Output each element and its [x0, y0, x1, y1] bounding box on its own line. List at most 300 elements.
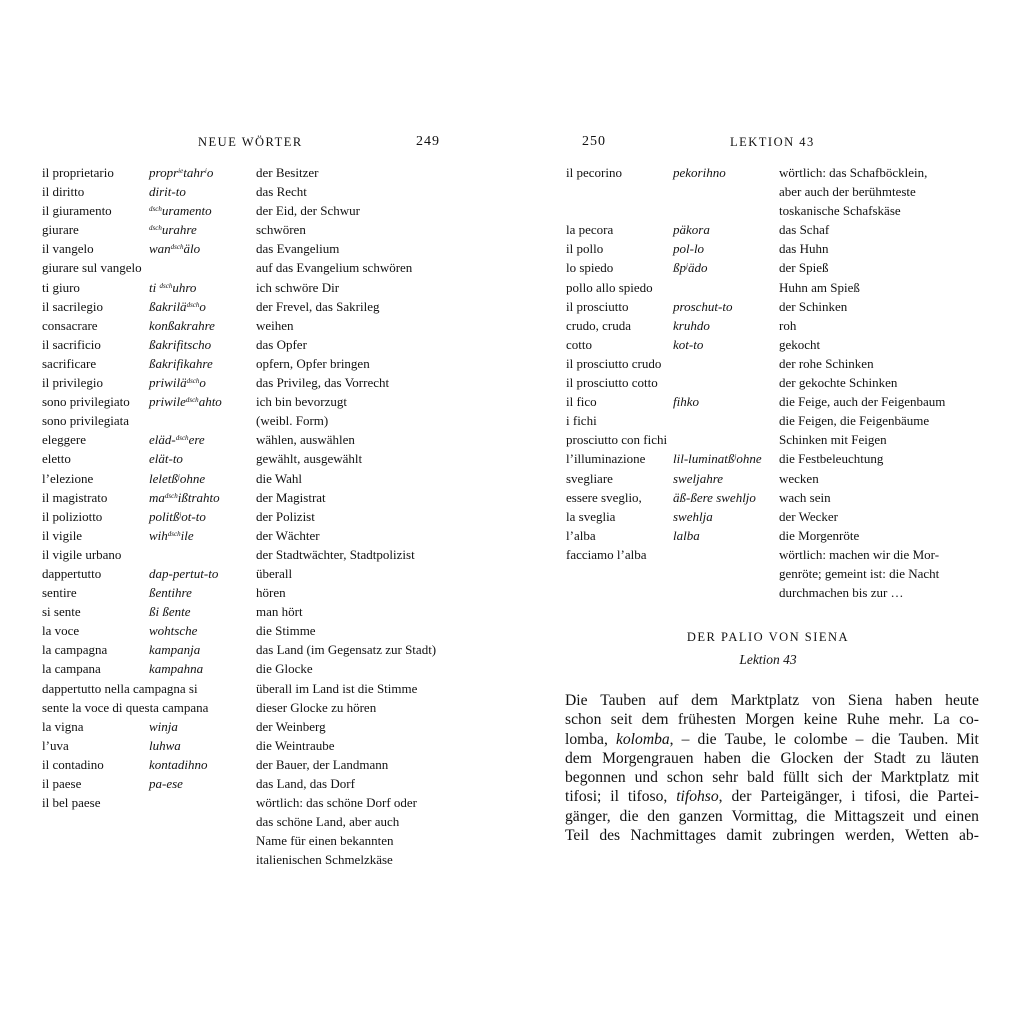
pronunciation-part: dsch: [164, 491, 178, 500]
pronunciation-part: o: [206, 165, 214, 180]
body-word: Wetten: [904, 827, 949, 845]
body-word: haben: [895, 692, 933, 709]
italian-term: dappertutto nella campagna si: [42, 680, 198, 696]
german-translation: das Privileg, das Vorrecht: [256, 375, 390, 391]
vocab-entry: [42, 430, 482, 449]
pronunciation-part: ile: [180, 527, 194, 543]
italian-term: la sveglia: [566, 508, 616, 524]
german-translation: toskanische Schafskäse: [779, 203, 901, 219]
body-word: und: [913, 807, 937, 825]
pronunciation-part: dsch: [170, 243, 184, 252]
german-translation: gekocht: [779, 336, 821, 352]
body-word: i: [851, 788, 856, 806]
body-word: tifoso,: [627, 788, 668, 806]
italian-term: l’uva: [42, 737, 69, 753]
pronunciation-part: ot-to: [181, 508, 206, 524]
german-translation: wählen, auswählen: [256, 432, 355, 448]
body-word: die: [909, 788, 929, 806]
german-translation: der Besitzer: [256, 165, 319, 180]
pronunciation-part: tahr: [183, 165, 205, 180]
vocab-entry: [42, 831, 482, 850]
pronunciation: [673, 220, 710, 239]
pronunciation-part: kontadihno: [149, 756, 208, 772]
pronunciation-part: luhwa: [149, 737, 181, 753]
body-word: Vormittag,: [731, 807, 798, 825]
vocab-entry: [566, 163, 1006, 182]
pronunciation: [149, 736, 181, 755]
pronunciation-part: päkora: [673, 222, 710, 238]
italian-term: sono privilegiata: [42, 413, 130, 429]
vocab-entry: [42, 239, 482, 258]
pronunciation-part: ßentihre: [149, 585, 192, 601]
body-word: zu: [915, 749, 931, 767]
vocab-entry: [42, 354, 482, 373]
pronunciation-part: winja: [149, 718, 178, 734]
pronunciation-part: priwile: [149, 394, 186, 410]
body-word: Taube,: [724, 730, 767, 748]
body-line: [565, 710, 979, 729]
vocab-entry: [566, 411, 1006, 430]
body-word: schon: [666, 769, 704, 787]
pronunciation: [149, 278, 196, 297]
body-line: [565, 768, 979, 787]
german-translation: die Festbeleuchtung: [779, 451, 884, 467]
body-word: gänger,: [565, 807, 611, 825]
vocab-entry: [42, 793, 482, 812]
pronunciation-part: o: [199, 375, 206, 391]
body-word: heute: [945, 692, 979, 709]
vocabulary-list-left: [42, 163, 482, 869]
body-word: begonnen: [565, 769, 626, 787]
italian-term: giurare sul vangelo: [42, 260, 142, 276]
german-translation: schwören: [256, 222, 306, 238]
german-translation: der Frevel, das Sakrileg: [256, 298, 380, 314]
body-word: seit: [610, 711, 633, 729]
pronunciation-part: dsch: [149, 205, 162, 214]
vocab-entry: [566, 526, 1006, 545]
pronunciation-part: ma: [149, 489, 165, 505]
body-word: die: [871, 730, 891, 748]
body-word: sehr: [712, 769, 739, 787]
body-word: dem: [641, 711, 669, 729]
pronunciation-part: elät-to: [149, 451, 183, 467]
body-word: Tauben: [600, 692, 646, 709]
pronunciation-part: wan: [149, 241, 171, 257]
body-word: tifosi,: [864, 788, 901, 806]
italian-term: crudo, cruda: [566, 317, 631, 333]
vocab-entry: [42, 679, 482, 698]
pronunciation: [149, 717, 178, 736]
italian-term: dappertutto: [42, 565, 102, 581]
vocab-entry: [566, 469, 1006, 488]
german-translation: der Polizist: [256, 508, 315, 524]
pronunciation-part: wih: [149, 527, 168, 543]
german-translation: das Schaf: [779, 222, 830, 238]
vocab-entry: [42, 469, 482, 488]
vocab-entry: [42, 526, 482, 545]
body-word: colombe: [793, 730, 848, 748]
german-translation: genröte; gemeint ist: die Nacht: [779, 565, 940, 581]
pronunciation: [673, 163, 726, 182]
pronunciation-part: ie: [178, 167, 184, 175]
italian-term: facciamo l’alba: [566, 546, 647, 562]
italian-term: il proprietario: [42, 165, 114, 180]
body-word: werden,: [844, 827, 895, 845]
pronunciation-part: kampanja: [149, 642, 201, 658]
pronunciation: [673, 335, 703, 354]
pronunciation: [149, 335, 211, 354]
italian-term: cotto: [566, 336, 592, 352]
german-translation: das Recht: [256, 184, 307, 200]
italian-term: il vangelo: [42, 241, 94, 257]
pronunciation-part: ßi ßente: [149, 604, 191, 620]
running-head-left: NEUE WÖRTER: [198, 135, 303, 149]
pronunciation: [149, 774, 183, 793]
italian-term: lo spiedo: [566, 260, 614, 276]
pronunciation-part: dsch: [186, 300, 200, 309]
body-word: Nachmittages: [630, 827, 717, 845]
italian-term: ti giuro: [42, 279, 80, 295]
body-word: der: [851, 769, 872, 787]
italian-term: sente la voce di questa campana: [42, 699, 209, 715]
pronunciation-part: uhro: [172, 279, 197, 295]
italian-term: svegliare: [566, 470, 613, 486]
vocab-entry: [566, 564, 1006, 583]
body-word: zubringen: [772, 827, 835, 845]
italian-term: il vigile: [42, 527, 83, 543]
body-word: den: [647, 807, 670, 825]
pronunciation-part: j: [734, 453, 737, 462]
italian-term: il poliziotto: [42, 508, 103, 524]
vocab-entry: [42, 411, 482, 430]
vocab-entry: [566, 278, 1006, 297]
body-word: von: [811, 692, 836, 709]
body-line: [565, 807, 979, 826]
body-word: Ruhe: [846, 711, 880, 729]
pronunciation-part: dsch: [185, 396, 199, 405]
body-word: der: [843, 749, 864, 767]
german-translation: gewählt, ausgewählt: [256, 451, 363, 467]
german-translation: der Schinken: [779, 298, 848, 314]
vocab-entry: [42, 297, 482, 316]
german-translation: der Stadtwächter, Stadtpolizist: [256, 546, 415, 562]
pronunciation: [149, 469, 205, 488]
pronunciation: [149, 507, 206, 526]
german-translation: die Weintraube: [256, 737, 335, 753]
italian-term: sentire: [42, 585, 77, 601]
italian-term: il magistrato: [42, 489, 108, 505]
body-word: Die: [565, 692, 588, 709]
vocab-entry: [42, 698, 482, 717]
pronunciation-part: dirit-to: [149, 184, 186, 200]
italian-term: la campagna: [42, 642, 108, 658]
italian-term: la campana: [42, 661, 101, 677]
pronunciation: [149, 526, 194, 545]
section-subtitle: Lektion 43: [739, 652, 797, 667]
pronunciation-part: dsch: [186, 377, 200, 386]
body-word: Morgen: [745, 711, 795, 729]
body-word: Partei-: [937, 788, 979, 806]
german-translation: die Wahl: [256, 470, 303, 486]
pronunciation-part: kruhdo: [673, 317, 710, 333]
italian-term: il prosciutto: [566, 298, 629, 314]
italian-term: i fichi: [566, 413, 597, 429]
pronunciation-part: dsch: [175, 434, 189, 443]
pronunciation-part: dsch: [159, 281, 173, 290]
pronunciation-part: ißtrahto: [177, 489, 220, 505]
italian-term: pollo allo spiedo: [566, 279, 653, 295]
body-word: Parteigänger,: [760, 788, 843, 806]
body-line: [565, 826, 979, 845]
pronunciation-part: lalba: [673, 527, 700, 543]
pronunciation-part: ere: [188, 432, 205, 448]
pronunciation: [149, 755, 208, 774]
vocab-entry: [566, 373, 1006, 392]
pronunciation-part: propr: [149, 165, 179, 180]
pronunciation: [149, 640, 200, 659]
italian-term: il pollo: [566, 241, 604, 257]
vocab-entry: [42, 392, 482, 411]
german-translation: man hört: [256, 604, 303, 620]
body-word: der: [731, 788, 752, 806]
german-translation: der rohe Schinken: [779, 355, 874, 371]
page-number-left: 249: [416, 134, 440, 149]
vocab-entry: [42, 602, 482, 621]
german-translation: Schinken mit Feigen: [779, 432, 887, 448]
pronunciation: [149, 621, 197, 640]
pronunciation-part: dsch: [149, 224, 162, 233]
pronunciation: [673, 449, 762, 468]
italian-term: prosciutto con fichi: [566, 432, 668, 448]
pronunciation-part: älo: [183, 241, 201, 257]
german-translation: (weibl. Form): [256, 413, 329, 429]
italian-term: l’elezione: [42, 470, 94, 486]
italic-group: [676, 787, 722, 806]
german-translation: das Huhn: [779, 241, 829, 257]
vocab-entry: [566, 449, 1006, 468]
body-word: frühesten: [677, 711, 736, 729]
pronunciation-part: ti: [149, 279, 160, 295]
body-word: co-: [959, 711, 979, 729]
german-translation: der Magistrat: [256, 489, 326, 505]
german-translation: überall: [256, 565, 293, 581]
vocab-entry: [42, 717, 482, 736]
vocab-entry: [42, 316, 482, 335]
german-translation: dieser Glocke zu hören: [256, 699, 377, 715]
german-translation: der Bauer, der Landmann: [256, 756, 389, 772]
pronunciation-part: kot-to: [673, 336, 704, 352]
german-translation: der Wächter: [256, 527, 320, 543]
body-word: die: [697, 730, 717, 748]
body-line: [565, 691, 979, 710]
vocab-entry: [566, 316, 1006, 335]
german-translation: opfern, Opfer bringen: [256, 355, 370, 371]
body-word: einen: [945, 807, 979, 825]
german-translation: ich schwöre Dir: [256, 279, 340, 295]
german-translation: das Land, das Dorf: [256, 776, 355, 791]
section-title: DER PALIO VON SIENA: [686, 630, 850, 644]
vocab-entry: [566, 220, 1006, 239]
lesson-body-text: [565, 691, 979, 845]
pronunciation: [149, 201, 212, 220]
german-translation: Name für einen bekannten: [256, 833, 394, 849]
body-word: ,: [669, 730, 674, 748]
pronunciation-part: urahre: [161, 222, 197, 238]
body-word: Marktplatz: [880, 769, 950, 787]
body-word: Siena: [847, 692, 883, 709]
german-translation: wörtlich: das schöne Dorf oder: [256, 795, 418, 811]
pronunciation-part: eläd-: [149, 432, 176, 448]
german-translation: das Opfer: [256, 336, 307, 352]
body-word: Marktplatz: [730, 692, 800, 709]
vocab-entry: [42, 812, 482, 831]
german-translation: der Wecker: [779, 508, 838, 524]
vocab-entry: [566, 488, 1006, 507]
vocab-entry: [42, 621, 482, 640]
italian-term: consacrare: [42, 317, 98, 333]
body-word: La: [933, 711, 950, 729]
pronunciation-part: ohne: [736, 451, 762, 467]
german-translation: Huhn am Spieß: [779, 279, 860, 295]
pronunciation: [149, 354, 213, 373]
body-word: le: [774, 730, 786, 748]
german-translation: die Morgenröte: [779, 527, 860, 543]
page-number-right: 250: [582, 134, 606, 149]
italic-group: [616, 730, 674, 749]
pronunciation-part: lil-luminatß: [673, 451, 735, 467]
body-word: die: [806, 807, 826, 825]
vocab-entry: [566, 507, 1006, 526]
vocab-entry: [42, 564, 482, 583]
pronunciation: [673, 526, 700, 545]
german-translation: weihen: [256, 317, 294, 333]
italian-term: il pecorino: [566, 165, 622, 180]
italian-term: il diritto: [42, 184, 85, 200]
italian-term: il fico: [566, 394, 597, 410]
pronunciation: [149, 392, 222, 411]
german-translation: wach sein: [779, 489, 831, 505]
german-translation: der gekochte Schinken: [779, 375, 898, 391]
pronunciation-part: ahto: [198, 394, 222, 410]
vocab-entry: [42, 850, 482, 869]
pronunciation: [149, 602, 191, 621]
german-translation: der Spieß: [779, 260, 829, 276]
pronunciation-part: pekorihno: [673, 165, 726, 180]
german-translation: wecken: [779, 470, 819, 486]
body-word: Stadt: [873, 749, 906, 767]
italian-term: la pecora: [566, 222, 614, 238]
italian-term: il contadino: [42, 756, 104, 772]
body-word: lomba,: [565, 730, 608, 748]
italian-term: il sacrificio: [42, 336, 101, 352]
pronunciation: [673, 316, 710, 335]
german-translation: auf das Evangelium schwören: [256, 260, 413, 276]
italian-term: essere sveglio,: [566, 489, 642, 505]
pronunciation: [149, 316, 215, 335]
vocab-entry: [566, 297, 1006, 316]
body-word: –: [681, 730, 690, 748]
pronunciation-part: konßakrahre: [149, 317, 215, 333]
german-translation: wörtlich: machen wir die Mor-: [779, 546, 940, 562]
pronunciation-part: ädo: [687, 260, 708, 276]
italian-term: sacrificare: [42, 355, 97, 371]
italian-term: il sacrilegio: [42, 298, 104, 314]
german-translation: die Stimme: [256, 623, 316, 639]
german-translation: das schöne Land, aber auch: [256, 814, 400, 830]
pronunciation-part: pa-ese: [149, 776, 183, 791]
vocab-entry: [42, 278, 482, 297]
german-translation: das Land (im Gegensatz zur Stadt): [256, 642, 437, 658]
vocab-entry: [566, 201, 1006, 220]
italian-term: il prosciutto cotto: [566, 375, 658, 391]
pronunciation-part: kampahna: [149, 661, 204, 677]
pronunciation-part: ßakrilä: [149, 298, 187, 314]
running-head-right: LEKTION 43: [730, 135, 815, 149]
italian-term: il paese: [42, 776, 82, 791]
pronunciation-part: äß-ßere swehljo: [673, 489, 756, 505]
german-translation: überall im Land ist die Stimme: [256, 680, 418, 696]
vocab-entry: [42, 659, 482, 678]
pronunciation: [149, 297, 206, 316]
body-word: damit: [726, 827, 762, 845]
italian-term: il vigile urbano: [42, 546, 122, 562]
pronunciation: [673, 239, 704, 258]
german-translation: hören: [256, 585, 286, 601]
pronunciation: [149, 583, 192, 602]
pronunciation: [149, 220, 197, 239]
body-word: keine: [803, 711, 838, 729]
body-word: Glocken: [780, 749, 834, 767]
pronunciation: [149, 449, 183, 468]
vocab-entry: [42, 488, 482, 507]
italian-term: la voce: [42, 623, 80, 639]
body-word: des: [599, 827, 621, 845]
body-word: Morgengrauen: [602, 749, 694, 767]
body-word: sich: [817, 769, 843, 787]
vocab-entry: [566, 392, 1006, 411]
vocab-entry: [566, 239, 1006, 258]
body-word: mit: [958, 769, 979, 787]
pronunciation-part: priwilä: [149, 375, 187, 391]
right-page: [512, 0, 1024, 1024]
pronunciation: [149, 163, 213, 182]
vocab-entry: [42, 335, 482, 354]
italian-term: l’alba: [566, 527, 596, 543]
pronunciation: [149, 430, 205, 449]
pronunciation-part: j: [179, 510, 182, 519]
body-word: Tauben.: [898, 730, 949, 748]
pronunciation: [673, 392, 699, 411]
vocab-entry: [42, 774, 482, 793]
german-translation: italienischen Schmelzkäse: [256, 852, 393, 868]
vocab-entry: [566, 545, 1006, 564]
pronunciation: [149, 564, 218, 583]
vocab-entry: [566, 182, 1006, 201]
vocab-entry: [566, 354, 1006, 373]
vocab-entry: [42, 755, 482, 774]
pronunciation-part: ßakrifitscho: [149, 336, 212, 352]
italian-term: eletto: [42, 451, 71, 467]
italian-term: il giuramento: [42, 203, 112, 219]
vocab-entry: [42, 449, 482, 468]
pronunciation-part: sweljahre: [673, 470, 724, 486]
german-translation: ich bin bevorzugt: [256, 394, 347, 410]
vocab-entry: [42, 182, 482, 201]
pronunciation: [673, 488, 756, 507]
pronunciation-part: dap-pertut-to: [149, 565, 219, 581]
body-word: Mittagszeit: [834, 807, 905, 825]
vocabulary-list-right: [566, 163, 1006, 602]
